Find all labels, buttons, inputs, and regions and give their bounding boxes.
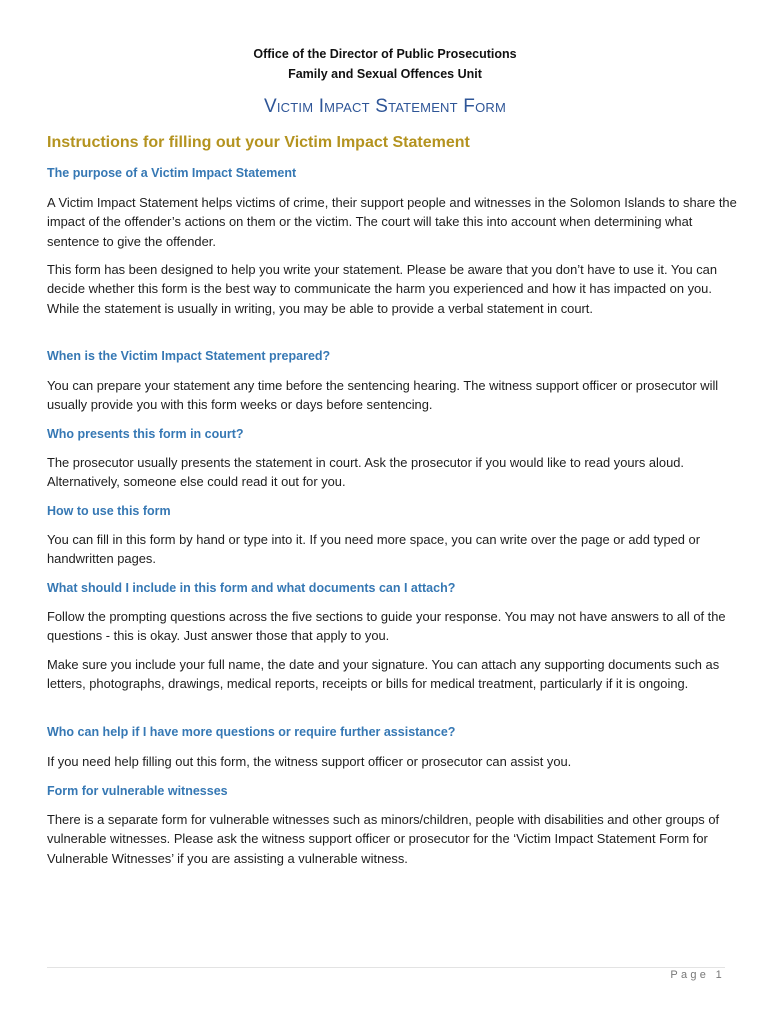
what-include-heading: What should I include in this form and what documents can I attach?: [47, 581, 456, 595]
page-number: Page 1: [670, 969, 725, 981]
vulnerable-paragraph: There is a separate form for vulnerable witnesses such as minors/children, people with disabilities and other groups of vulnerable witnesses. Please ask the witness support officer or prosecutor for the ‘Victim Impact Statement Form for Vulnerable Witnesses’ if you are assisting a vulnerable witness.: [47, 812, 720, 866]
who-help-paragraph: If you need help filling out this form, the witness support officer or prosecutor can assist you.: [47, 754, 572, 769]
who-help-heading: Who can help if I have more questions or require further assistance?: [47, 725, 456, 739]
who-presents-paragraph: The prosecutor usually presents the statement in court. Ask the prosecutor if you would like to read yours aloud. Alternatively, someone else could read it out for you.: [47, 455, 684, 490]
what-include-paragraph-1: Follow the prompting questions across the five sections to guide your response. You may not have answers to all of the questions - this is okay. Just answer those that apply to you.: [47, 609, 726, 644]
vulnerable-heading: Form for vulnerable witnesses: [47, 784, 228, 798]
purpose-paragraph-1: A Victim Impact Statement helps victims of crime, their support people and witnesses in the Solomon Islands to share the impact of the offender’s actions on them or the victim. The court will take this into account when determining what sentence to give the offender.: [47, 195, 737, 249]
purpose-heading: The purpose of a Victim Impact Statement: [47, 166, 297, 180]
who-presents-heading: Who presents this form in court?: [47, 427, 244, 441]
unit-name: Family and Sexual Offences Unit: [288, 67, 482, 81]
office-name: Office of the Director of Public Prosecutions: [253, 47, 517, 61]
how-to-use-paragraph: You can fill in this form by hand or type into it. If you need more space, you can write over the page or add typed or handwritten pages.: [47, 532, 701, 567]
purpose-paragraph-2: This form has been designed to help you write your statement. Please be aware that you don’t have to use it. You can decide whether this form is the best way to communicate the harm you experienced and how it has impacted on you. While the statement is usually in writing, you may be able to provide a verbal statement in court.: [47, 262, 718, 316]
when-paragraph: You can prepare your statement any time before the sentencing hearing. The witness support officer or prosecutor will usually provide you with this form weeks or days before sentencing.: [47, 378, 719, 413]
footer-divider: [47, 967, 725, 968]
what-include-paragraph-2: Make sure you include your full name, the date and your signature. You can attach any supporting documents such as letters, photographs, drawings, medical reports, receipts or bills for medical treatment, particularly if it is ongoing.: [47, 657, 720, 692]
when-heading: When is the Victim Impact Statement prepared?: [47, 349, 331, 363]
form-title: Victim Impact Statement Form: [263, 96, 507, 117]
how-to-use-heading: How to use this form: [47, 504, 171, 518]
instructions-heading: Instructions for filling out your Victim Impact Statement: [47, 134, 470, 151]
